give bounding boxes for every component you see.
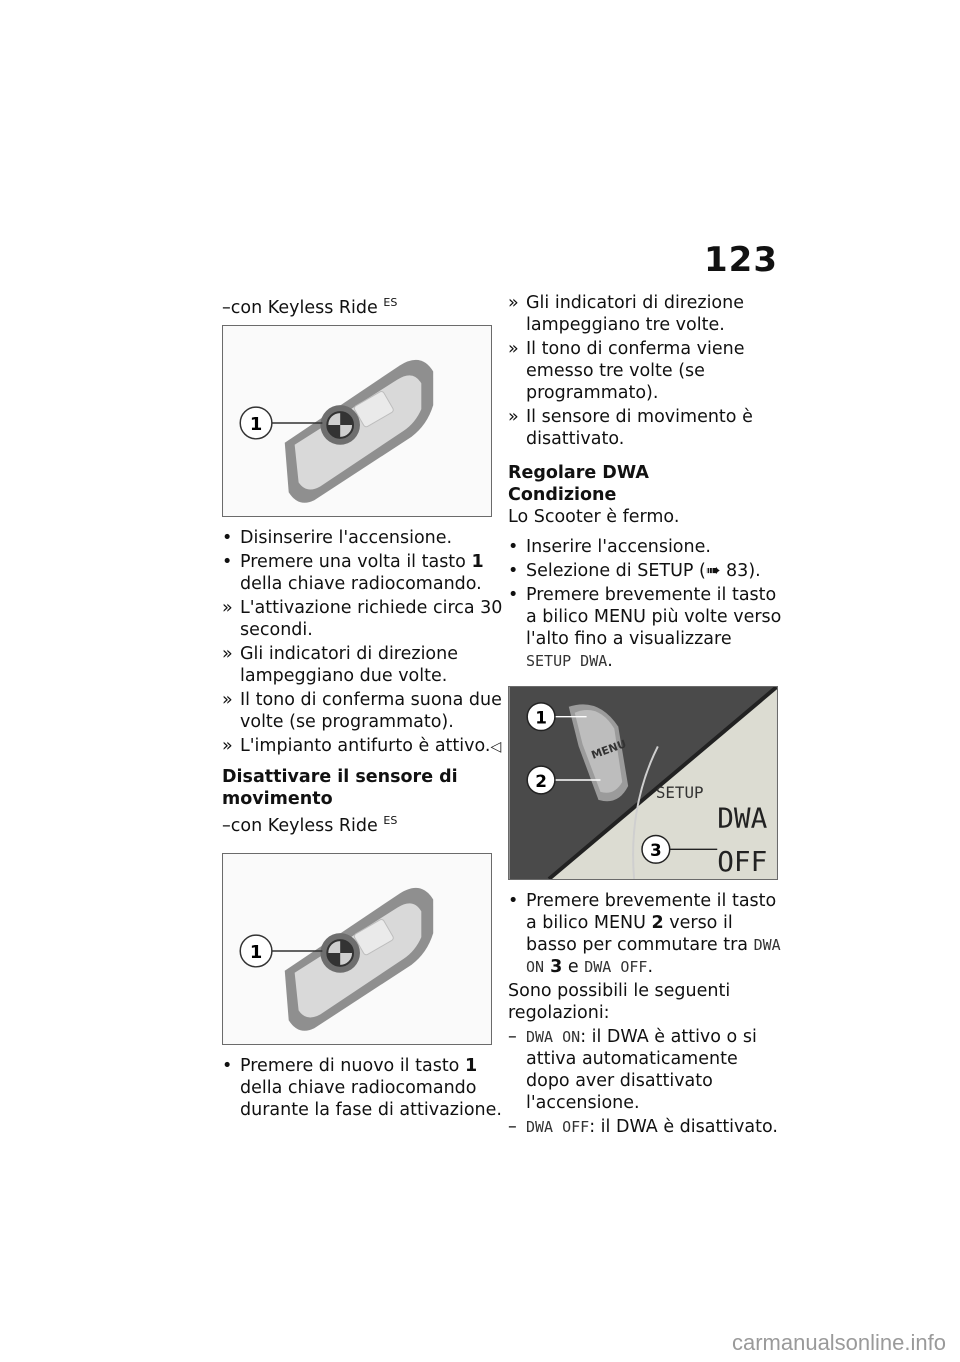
list-item: • Premere brevemente il tasto a bilico MENU più volte verso l'alto fino a visualizzare SETUP DWA. [508,585,782,671]
list-item: » Il tono di conferma viene emesso tre volte (se programmato). [508,339,745,403]
dashboard-illustration [509,687,777,879]
key-fob-illustration [223,326,491,516]
variant-label: –con Keyless Ride $^{ES}$ [222,813,398,836]
svg-text:1: 1 [249,941,263,963]
steps-list [508,536,782,672]
options-intro: Sono possibili le seguenti regolazioni: [508,981,731,1023]
list-item: – DWA OFF: il DWA è disattivato. [508,1117,778,1137]
condition-label: Condizione [508,485,617,505]
list-item: • Inserire l'accensione. [508,537,711,557]
list-item: » Gli indicatori di direzione lampeggiano due volte. [222,643,458,686]
list-item: • Premere brevemente il tasto a bilico MENU 2 verso il basso per commutare tra DWA ON 3 e DWA OFF. [508,891,781,977]
svg-text:DWA: DWA [717,801,768,835]
section-heading: Disattivare il sensore di movimento [222,766,458,809]
end-mark: ◁ [490,738,502,755]
list-item: » Il sensore di movimento è disattivato. [508,407,753,449]
figure-key-fob-1 [222,325,492,517]
list-item: – DWA ON: il DWA è attivo o si attiva automaticamente dopo aver disattivato l'accensione. [508,1027,757,1113]
section-heading: Regolare DWA [508,463,649,483]
list-item: » L'impianto antifurto è attivo.◁ [222,735,502,756]
options-list [508,1026,782,1138]
figure-key-fob-2 [222,853,492,1045]
list-item: » L'attivazione richiede circa 30 secondi. [222,597,503,640]
svg-text:SETUP: SETUP [655,782,704,802]
results-list [508,292,782,450]
steps-list-2 [222,1055,508,1121]
svg-text:1: 1 [249,413,263,435]
key-fob-illustration [223,854,491,1044]
svg-text:1: 1 [535,707,547,728]
left-column [222,292,508,1123]
steps-list-1 [222,527,508,758]
right-column [508,292,782,1140]
list-item: • Premere una volta il tasto 1 della chiave radiocomando. [222,551,484,594]
list-item: • Premere di nuovo il tasto 1 della chiave radiocomando durante la fase di attivazione. [222,1055,502,1120]
condition-text: Lo Scooter è fermo. [508,507,680,527]
svg-text:2: 2 [535,770,547,791]
svg-text:MENU: MENU [589,737,629,762]
page-number: 123 [704,240,778,280]
list-item: • Disinserire l'accensione. [222,527,453,548]
list-item: » Gli indicatori di direzione lampeggiano tre volte. [508,293,744,335]
list-item: • Selezione di SETUP (➠ 83). [508,561,761,581]
svg-text:3: 3 [650,840,662,861]
list-item: » Il tono di conferma suona due volte (se programmato). [222,689,502,732]
figure-dashboard [508,686,778,880]
svg-text:OFF: OFF [717,845,768,879]
watermark: carmanualsonline.info [731,1330,946,1355]
variant-label: –con Keyless Ride $^{ES}$ [222,296,398,318]
